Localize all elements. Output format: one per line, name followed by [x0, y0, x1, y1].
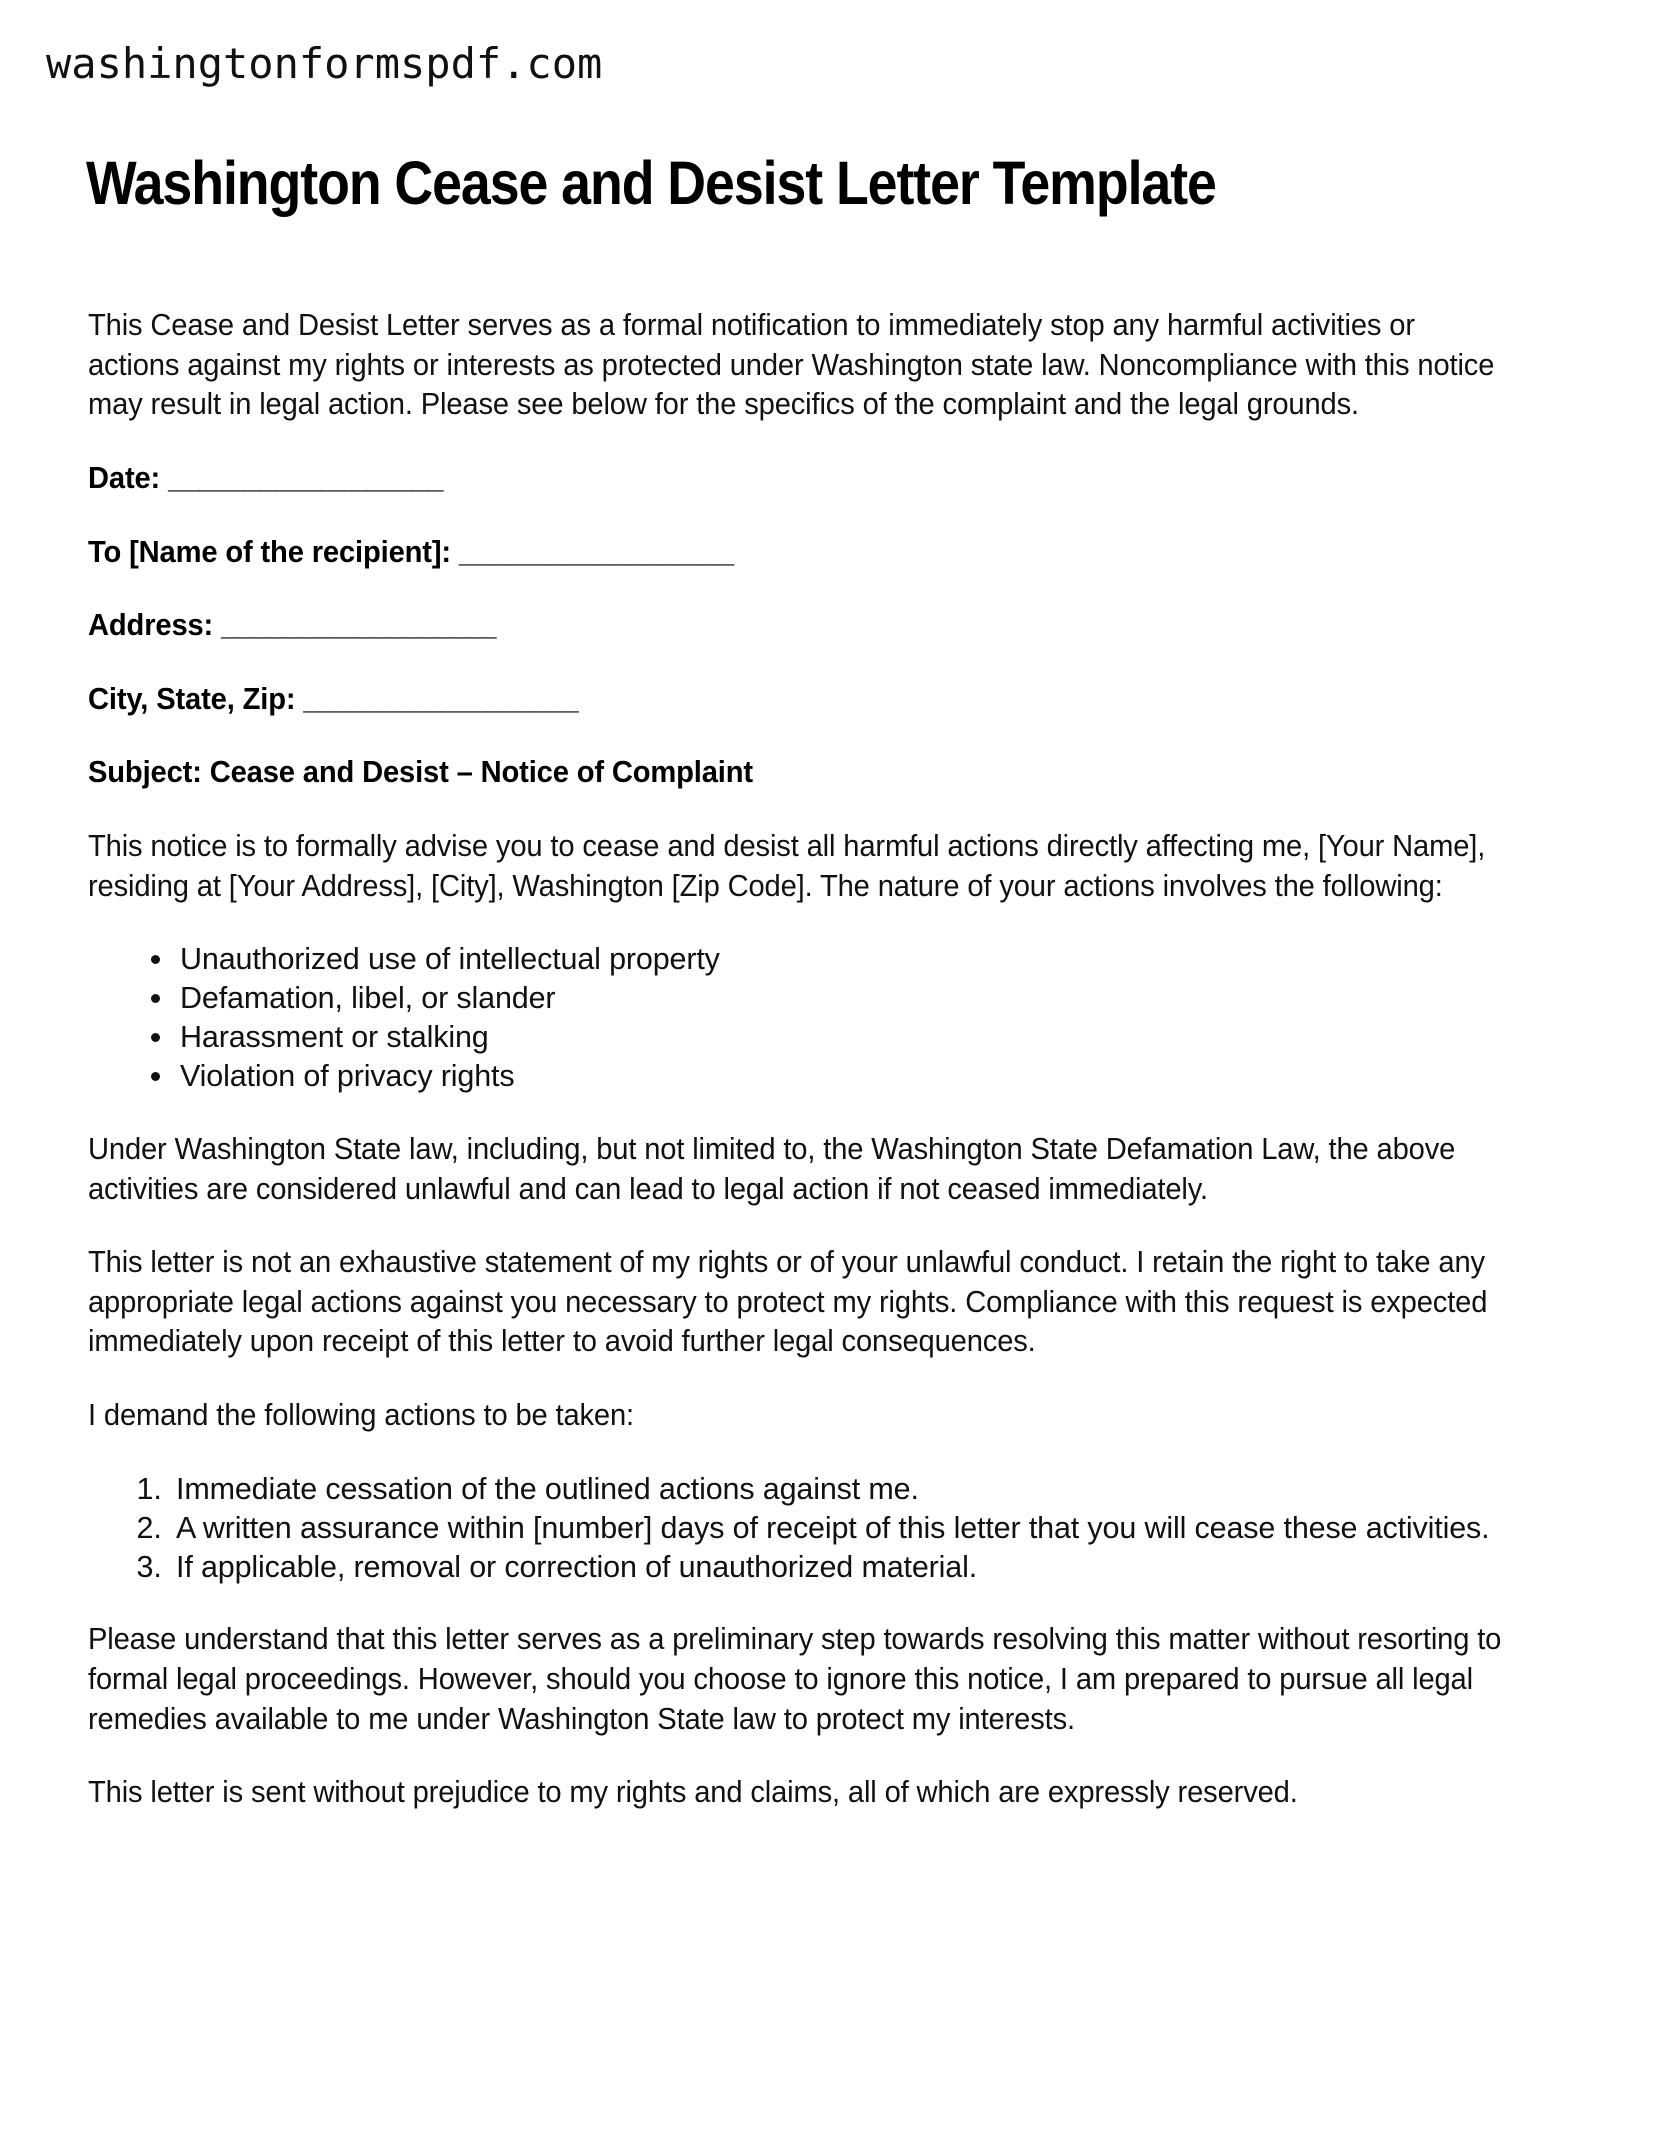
field-date-label: Date:	[88, 460, 161, 495]
field-recipient-name-blank[interactable]: __________________	[458, 534, 734, 569]
subject-line: Subject: Cease and Desist – Notice of Complaint	[88, 755, 753, 790]
list-item: • Violation of privacy rights	[176, 1057, 1556, 1096]
violations-list	[88, 940, 1556, 1096]
intro-paragraph: This Cease and Desist Letter serves as a formal notification to immediately stop any harmful activities or actions against my rights or interests as protected under Washington state law. Noncompliance with this notice may result in legal action. Please see below for the specifics of the complaint and the legal grounds.	[88, 308, 1495, 422]
field-address-label: Address:	[88, 608, 214, 643]
site-domain-label: washingtonformspdf.com	[46, 39, 603, 88]
demand-lead-in: I demand the following actions to be taken:	[88, 1398, 635, 1433]
closing-paragraph: This letter is sent without prejudice to my rights and claims, all of which are expressly reserved.	[88, 1775, 1298, 1810]
field-recipient-name	[88, 533, 1444, 573]
notice-paragraph: This notice is to formally advise you to cease and desist all harmful actions directly affecting me, [Your Name], residing at [Your Address], [City], Washington [Zip Code]. The nature of your actions involves the following:	[88, 829, 1486, 903]
field-city-state-zip-label: City, State, Zip:	[88, 681, 296, 716]
field-city-state-zip-blank[interactable]: __________________	[303, 681, 578, 716]
field-address	[88, 606, 1444, 646]
demands-list	[88, 1470, 1600, 1587]
list-item: 1. Immediate cessation of the outlined actions against me.	[170, 1470, 1600, 1509]
list-item: 3. If applicable, removal or correction of unauthorized material.	[170, 1548, 1600, 1587]
preliminary-paragraph: Please understand that this letter serves as a preliminary step towards resolving this matter without resorting to formal legal proceedings. However, should you choose to ignore this notice, I am prepared to pursue all legal remedies available to me under Washington State law to protect my interests.	[88, 1622, 1502, 1736]
list-item: • Harassment or stalking	[176, 1018, 1556, 1057]
list-item: • Unauthorized use of intellectual property	[176, 940, 1556, 979]
list-item: • Defamation, libel, or slander	[176, 979, 1556, 1018]
field-address-blank[interactable]: __________________	[221, 608, 496, 643]
law-paragraph: Under Washington State law, including, but not limited to, the Washington State Defamation Law, the above activities are considered unlawful and can lead to legal action if not ceased immediately.	[88, 1131, 1456, 1206]
document-body	[88, 306, 1508, 1847]
page-title: Washington Cease and Desist Letter Template	[86, 148, 1216, 217]
field-date-blank[interactable]: __________________	[168, 460, 443, 495]
field-date	[88, 459, 1444, 499]
field-recipient-name-label: To [Name of the recipient]:	[88, 534, 451, 569]
rights-paragraph: This letter is not an exhaustive statement of my rights or of your unlawful conduct. I retain the right to take any appropriate legal actions against you necessary to protect my rights. Compliance with this request is expected immediately upon receipt of this letter to avoid further legal consequences.	[88, 1245, 1488, 1359]
field-city-state-zip	[88, 680, 1444, 720]
list-item: 2. A written assurance within [number] days of receipt of this letter that you will cease these activities.	[170, 1509, 1600, 1548]
